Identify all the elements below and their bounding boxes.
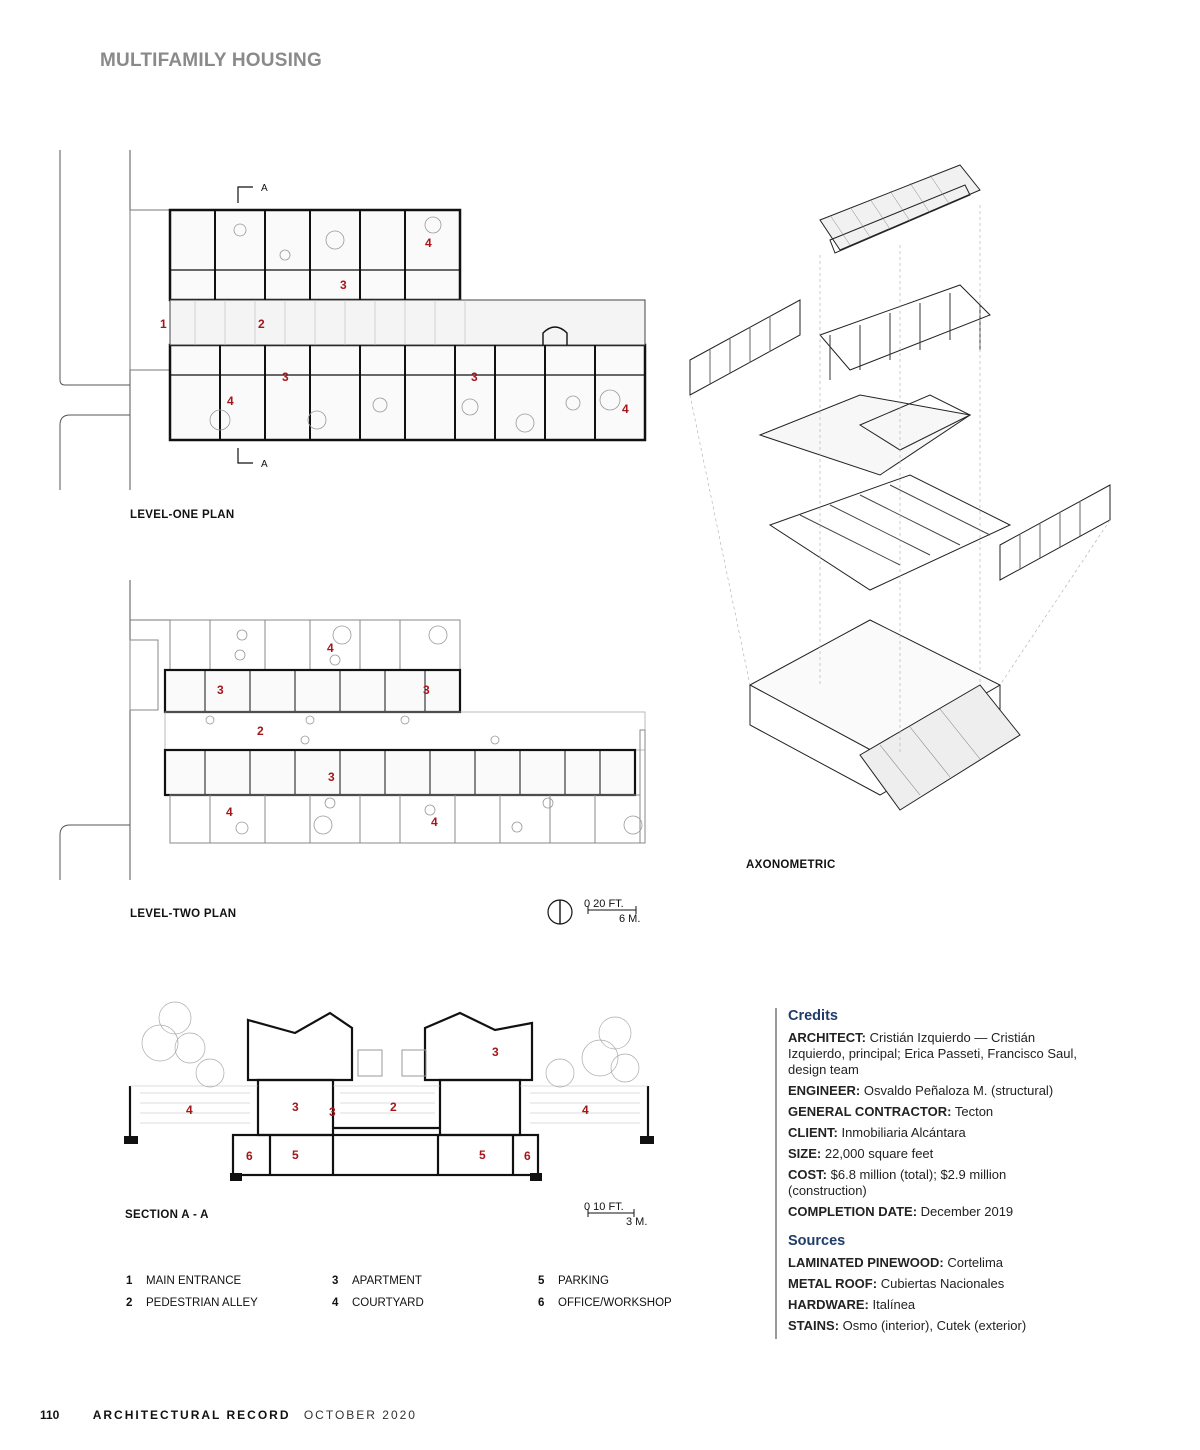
axonometric-caption: AXONOMETRIC bbox=[746, 859, 836, 871]
label-office: 6 bbox=[524, 1149, 531, 1163]
legend-item: 1 MAIN ENTRANCE bbox=[126, 1275, 242, 1287]
legend-item: 2 PEDESTRIAN ALLEY bbox=[126, 1297, 258, 1309]
label-apartment: 3 bbox=[329, 1105, 336, 1119]
sources-title: Sources bbox=[788, 1233, 846, 1249]
credit-item: COST: $6.8 million (total); $2.9 million (construction) bbox=[788, 1167, 1007, 1198]
label-apartment: 3 bbox=[340, 278, 347, 292]
level-two-caption: LEVEL-TWO PLAN bbox=[130, 908, 237, 920]
section-header: MULTIFAMILY HOUSING bbox=[100, 50, 322, 71]
credit-item: CLIENT: Inmobiliaria Alcántara bbox=[788, 1125, 966, 1140]
legend-item: 3 APARTMENT bbox=[332, 1275, 422, 1287]
plan-scale-m: 6 M. bbox=[619, 913, 641, 925]
credit-item: ARCHITECT: Cristián Izquierdo — Cristián Izquierdo, principal; Erica Passeti, Francisco Saul, design team bbox=[788, 1030, 1078, 1077]
source-item: METAL ROOF: Cubiertas Nacionales bbox=[788, 1276, 1005, 1291]
label-apartment: 3 bbox=[471, 370, 478, 384]
label-courtyard: 4 bbox=[425, 236, 432, 250]
label-parking: 5 bbox=[479, 1148, 486, 1162]
section-marker-top: A bbox=[261, 183, 268, 194]
label-apartment: 3 bbox=[282, 370, 289, 384]
legend-item: 5 PARKING bbox=[538, 1275, 609, 1287]
credits-title: Credits bbox=[788, 1008, 838, 1024]
magazine-name: ARCHITECTURAL RECORD bbox=[92, 1408, 291, 1422]
label-apartment: 3 bbox=[492, 1045, 499, 1059]
label-apartment: 3 bbox=[292, 1100, 299, 1114]
label-courtyard: 4 bbox=[186, 1103, 193, 1117]
section-marker-bottom: A bbox=[261, 459, 268, 470]
label-courtyard: 4 bbox=[226, 805, 233, 819]
label-parking: 5 bbox=[292, 1148, 299, 1162]
label-apartment: 3 bbox=[328, 770, 335, 784]
source-item: LAMINATED PINEWOOD: Cortelima bbox=[788, 1255, 1003, 1270]
credit-item: COMPLETION DATE: December 2019 bbox=[788, 1204, 1014, 1219]
section-scale-m: 3 M. bbox=[626, 1216, 648, 1228]
label-office: 6 bbox=[246, 1149, 253, 1163]
label-courtyard: 4 bbox=[431, 815, 438, 829]
level-one-caption: LEVEL-ONE PLAN bbox=[130, 509, 235, 521]
level-one-plan-drawing bbox=[55, 145, 655, 495]
section-a-a-drawing bbox=[120, 998, 660, 1193]
source-item: STAINS: Osmo (interior), Cutek (exterior) bbox=[788, 1318, 1027, 1333]
page-number: 110 bbox=[40, 1408, 60, 1422]
label-courtyard: 4 bbox=[227, 394, 234, 408]
credit-item: GENERAL CONTRACTOR: Tecton bbox=[788, 1104, 994, 1119]
plan-scale-ft: 0 20 FT. bbox=[584, 898, 624, 910]
credit-item: SIZE: 22,000 square feet bbox=[788, 1146, 934, 1161]
section-caption: SECTION A - A bbox=[125, 1209, 209, 1221]
north-arrow-icon bbox=[546, 898, 574, 926]
label-apartment: 3 bbox=[217, 683, 224, 697]
label-alley: 2 bbox=[390, 1100, 397, 1114]
axonometric-drawing bbox=[680, 145, 1120, 845]
credits-panel bbox=[775, 1008, 1088, 1339]
source-item: HARDWARE: Italínea bbox=[788, 1297, 916, 1312]
section-scale-ft: 0 10 FT. bbox=[584, 1201, 624, 1213]
label-courtyard: 4 bbox=[327, 641, 334, 655]
label-alley: 2 bbox=[257, 724, 264, 738]
credit-item: ENGINEER: Osvaldo Peñaloza M. (structural) bbox=[788, 1083, 1054, 1098]
label-alley: 2 bbox=[258, 317, 265, 331]
legend-item: 6 OFFICE/WORKSHOP bbox=[538, 1297, 672, 1309]
label-courtyard: 4 bbox=[622, 402, 629, 416]
issue-date: OCTOBER 2020 bbox=[303, 1408, 417, 1422]
level-two-plan-drawing bbox=[55, 575, 655, 885]
label-apartment: 3 bbox=[423, 683, 430, 697]
label-main-entrance: 1 bbox=[160, 317, 167, 331]
label-courtyard: 4 bbox=[582, 1103, 589, 1117]
legend-item: 4 COURTYARD bbox=[332, 1297, 424, 1309]
page-footer bbox=[40, 1408, 417, 1422]
